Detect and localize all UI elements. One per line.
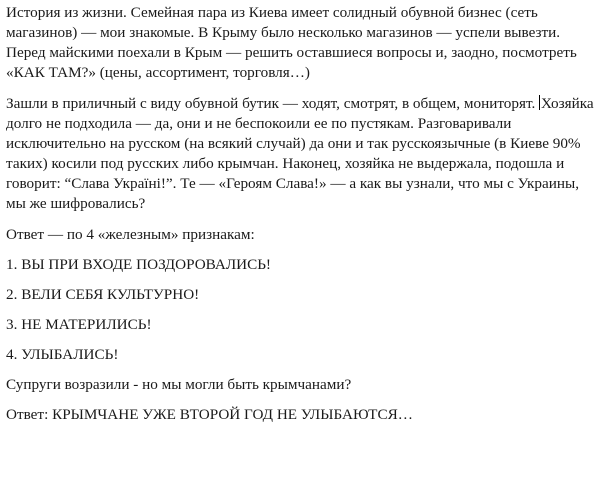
sign-item-2: 2. ВЕЛИ СЕБЯ КУЛЬТУРНО! bbox=[6, 286, 200, 303]
boutique-paragraph bbox=[6, 94, 596, 214]
story-intro-paragraph: История из жизни. Семейная пара из Киева имеет солидный обувной бизнес (сеть магазинов) — мои знакомые. В Крыму было несколько магазинов — успели вывезти. Перед майскими поехали в Крым — решить оставшиеся вопросы и, заодно, посмотреть «КАК ТАМ?» (цены, ассортимент, торговля…) bbox=[6, 4, 577, 81]
sign-item-4: 4. УЛЫБАЛИСЬ! bbox=[6, 346, 119, 363]
boutique-paragraph-rest: Хозяйка долго не подходила — да, они и не беспокоили ее по пустякам. Разговаривали исключительно на русском (на всякий случай) да они и так русскоязычные (в Киеве 90% таких) косили под русских либо крымчан. Наконец, хозяйка не выдержала, подошла и говорит: “Слава Україні!”. Те — «Героям Слава!» — а как вы узнали, что мы с Украины, мы же шифровались? bbox=[6, 95, 594, 212]
document-body bbox=[6, 3, 598, 435]
answer-intro: Ответ — по 4 «железным» признакам: bbox=[6, 226, 255, 243]
sign-item-3: 3. НЕ МАТЕРИЛИСЬ! bbox=[6, 316, 152, 333]
text-cursor bbox=[539, 95, 540, 110]
sign-item-1: 1. ВЫ ПРИ ВХОДЕ ПОЗДОРОВАЛИСЬ! bbox=[6, 256, 271, 273]
final-answer: Ответ: КРЫМЧАНЕ УЖЕ ВТОРОЙ ГОД НЕ УЛЫБАЮТСЯ… bbox=[6, 406, 413, 423]
boutique-paragraph-start: Зашли в приличный с виду обувной бутик — ходят, смотрят, в общем, мониторят. bbox=[6, 95, 540, 112]
spouses-objection: Супруги возразили - но мы могли быть крымчанами? bbox=[6, 376, 352, 393]
